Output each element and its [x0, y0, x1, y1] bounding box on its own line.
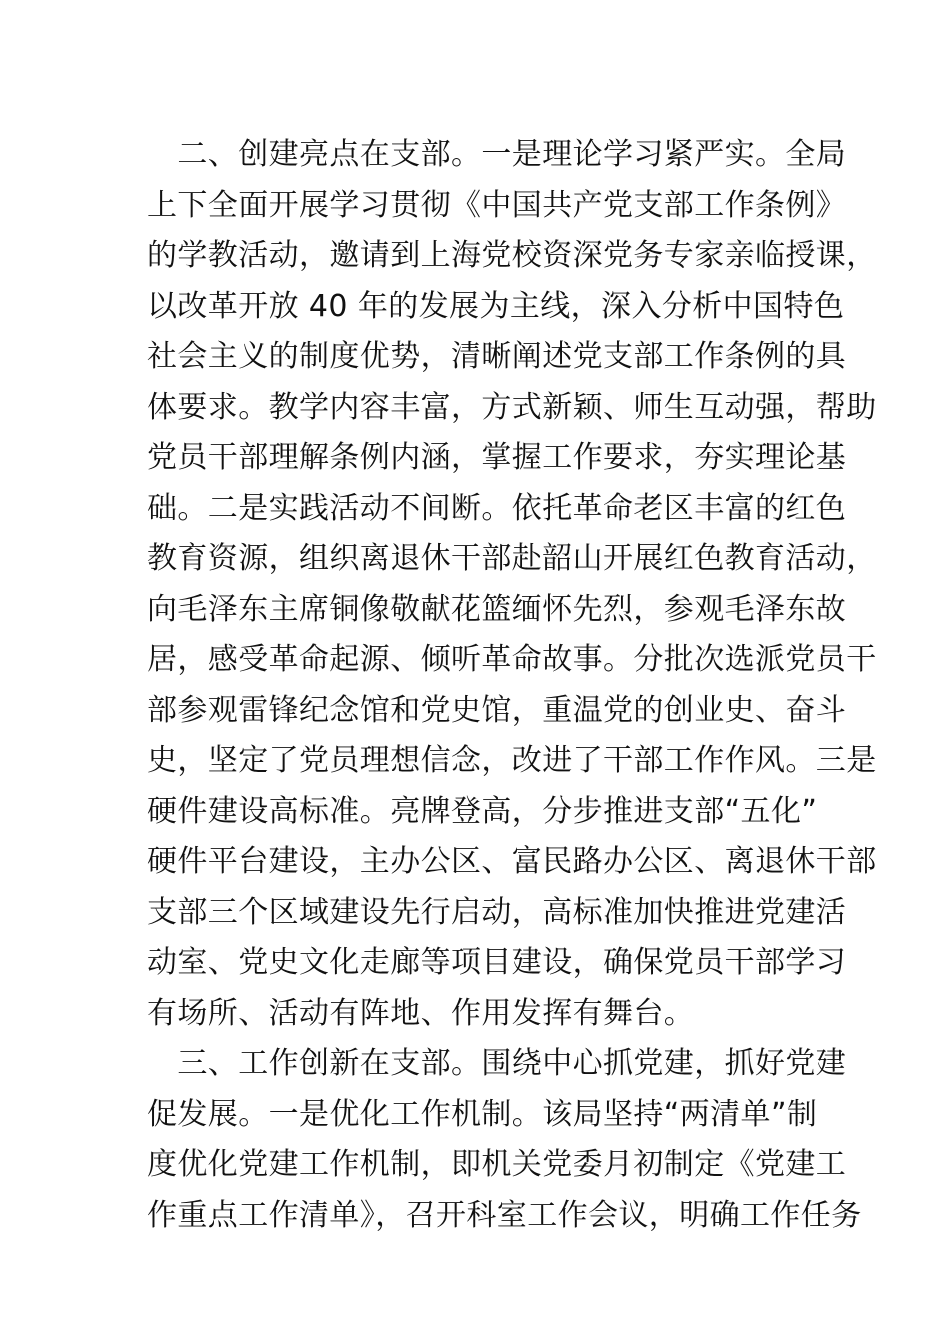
- text-line: 础。二是实践活动不间断。依托革命老区丰富的红色: [147, 490, 847, 526]
- text-line: 部参观雷锋纪念馆和党史馆，重温党的创业史、奋斗: [147, 692, 847, 728]
- text-line: 以改革开放 40 年的发展为主线，深入分析中国特色: [147, 288, 845, 324]
- text-line: 硬件平台建设，主办公区、富民路办公区、离退休干部: [147, 844, 877, 879]
- text-line: 动室、党史文化走廊等项目建设，确保党员干部学习: [147, 945, 847, 980]
- text-line: 促发展。一是优化工作机制。该局坚持“两清单”制: [147, 1096, 818, 1132]
- text-line: 党员干部理解条例内涵，掌握工作要求，夯实理论基: [147, 440, 847, 475]
- text-line: 上下全面开展学习贯彻《中国共产党支部工作条例》: [147, 187, 847, 223]
- text-line: 史，坚定了党员理想信念，改进了干部工作作风。三是: [147, 743, 877, 778]
- text-line: 支部三个区域建设先行启动，高标准加快推进党建活: [147, 894, 847, 930]
- text-line: 有场所、活动有阵地、作用发挥有舞台。: [147, 995, 695, 1031]
- text-line: 居，感受革命起源、倾听革命故事。分批次选派党员干: [147, 642, 877, 677]
- text-line: 作重点工作清单》，召开科室工作会议，明确工作任务: [147, 1197, 862, 1233]
- text-line: 教育资源，组织离退休干部赴韶山开展红色教育活动，: [147, 541, 877, 576]
- text-line: 硬件建设高标准。亮牌登高，分步推进支部“五化”: [147, 793, 818, 829]
- text-line: 社会主义的制度优势，清晰阐述党支部工作条例的具: [147, 339, 847, 374]
- text-line: 三、工作创新在支部。围绕中心抓党建，抓好党建: [147, 1046, 847, 1081]
- text-line: 向毛泽东主席铜像敬献花篮缅怀先烈，参观毛泽东故: [147, 591, 847, 627]
- body-text: [147, 130, 877, 1241]
- text-line: 体要求。教学内容丰富，方式新颖、师生互动强，帮助: [147, 389, 877, 425]
- text-line: 的学教活动，邀请到上海党校资深党务专家亲临授课，: [147, 238, 877, 273]
- text-line: 度优化党建工作机制，即机关党委月初制定《党建工: [147, 1147, 847, 1182]
- text-line: 二、创建亮点在支部。一是理论学习紧严实。全局: [147, 137, 847, 172]
